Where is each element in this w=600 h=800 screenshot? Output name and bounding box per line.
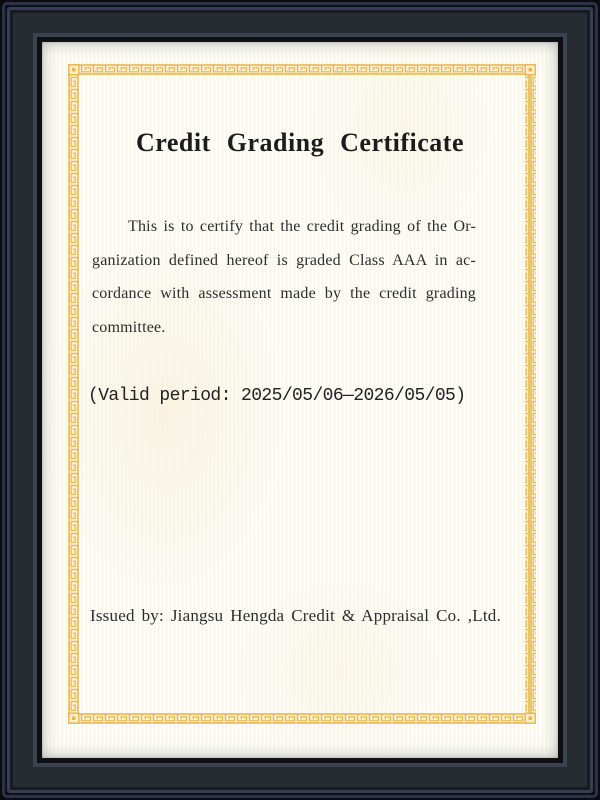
frame-step [10,10,590,790]
certificate-paper [42,42,558,758]
issued-by-text: Issued by: Jiangsu Hengda Credit & Appraisal Co. ,Ltd. [90,606,501,625]
frame-wide-band [13,13,587,787]
certificate-body [92,210,476,344]
valid-period-text: (Valid period: 2025/05/06—2026/05/05) [88,386,466,406]
frame-inner-edge [37,37,563,763]
body-line-4: committee. [92,318,166,336]
frame-stripe-outer [2,2,598,798]
body-line-3: cordance with assessment made by the credit grading [92,285,476,302]
frame-groove [5,5,595,795]
frame-inner-lip [33,33,567,767]
frame-stripe-inner [7,7,593,793]
body-line-2: ganization defined hereof is graded Class AAA in ac- [92,251,476,269]
body-line-1: This is to certify that the credit grading of the Or- [128,218,476,235]
certificate-title: Credit Grading Certificate [136,128,464,157]
